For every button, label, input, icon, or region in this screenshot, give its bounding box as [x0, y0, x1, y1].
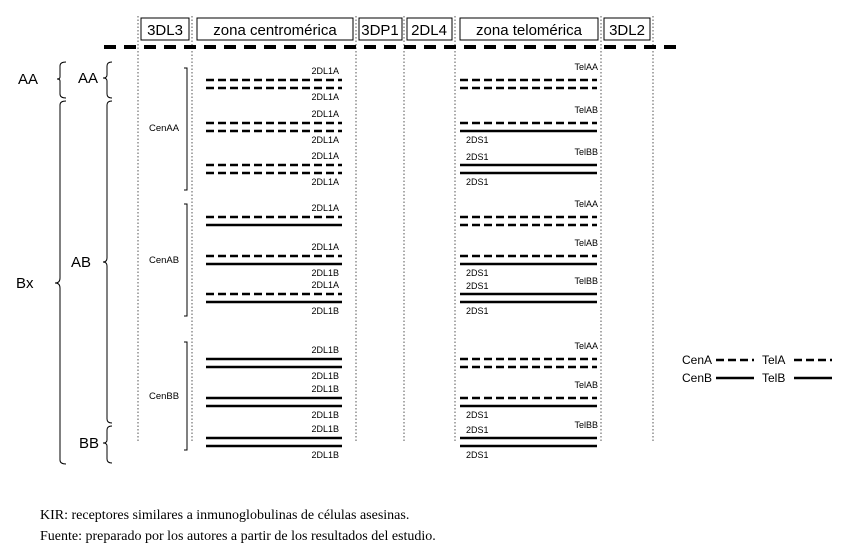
tel-row-top-label: TelAA [574, 341, 598, 351]
cen-row-bottom-label: 2DL1B [311, 410, 339, 420]
cen-row-bottom-label: 2DL1B [311, 450, 339, 460]
legend [682, 353, 832, 385]
tel-row [460, 341, 598, 367]
cen-label-cenbb: CenBB [149, 391, 180, 402]
tel-row [460, 62, 598, 88]
outer-label-aa: AA [18, 71, 39, 88]
cen-label-cenab: CenAB [149, 255, 180, 266]
tel-row-bottom-label: 2DS1 [466, 268, 489, 278]
cen-row [206, 280, 342, 316]
cen-row-bottom-label: 2DL1A [311, 92, 339, 102]
cen-row-bottom-label: 2DL1A [311, 135, 339, 145]
tel-row [460, 276, 598, 316]
legend-label-telb: TelB [762, 371, 786, 385]
cen-row-top-label: 2DL1A [311, 280, 339, 290]
tel-row-bottom-label: 2DS1 [466, 450, 489, 460]
bracket-outer-bx [55, 101, 66, 464]
legend-label-tela: TelA [762, 353, 786, 367]
tel-row-top-label: TelAB [574, 380, 598, 390]
bracket-inner-ab [103, 101, 112, 423]
header-3dl3-label: 3DL3 [147, 22, 183, 39]
tel-row [460, 238, 598, 278]
legend-label-cenb: CenB [682, 371, 713, 385]
cen-group-brackets [184, 68, 187, 450]
bracket-inner-aa [103, 62, 112, 98]
cen-row-top-label: 2DL1A [311, 151, 339, 161]
cen-row [206, 345, 342, 381]
tel-row-bottom-label: 2DS1 [466, 306, 489, 316]
centromeric-rows [206, 66, 342, 460]
header-3dl2 [604, 18, 650, 40]
tel-row-bottom-label: 2DS1 [466, 177, 489, 187]
bracket-cenab [184, 204, 187, 316]
cen-row [206, 109, 342, 145]
inner-label-bb: BB [79, 435, 100, 452]
cen-row-bottom-label: 2DL1A [311, 177, 339, 187]
header-3dl3 [141, 18, 189, 40]
header-zona-telomerica-label: zona telomérica [476, 22, 582, 39]
header-2dl4-label: 2DL4 [411, 22, 447, 39]
tel-row-top-label: TelBB [574, 147, 598, 157]
tel-row [460, 420, 598, 460]
outer-group-brackets [55, 62, 66, 464]
tel-row-top-label: TelBB [574, 276, 598, 286]
inner-label-aa: AA [78, 70, 99, 87]
cen-row-top-label: 2DL1B [311, 424, 339, 434]
telomeric-rows [460, 62, 598, 460]
bracket-cenbb [184, 342, 187, 450]
cen-row-top-label: 2DL1B [311, 384, 339, 394]
caption-abbreviation: KIR: receptores similares a inmunoglobulinas de células asesinas. [40, 508, 410, 523]
cen-row-bottom-label: 2DL1B [311, 371, 339, 381]
header-2dl4 [407, 18, 452, 40]
tel-row [460, 199, 598, 225]
bracket-inner-bb [103, 426, 112, 463]
inner-label-ab: AB [71, 254, 92, 271]
tel-row [460, 105, 598, 145]
inner-group-brackets [103, 62, 112, 463]
cen-row-top-label: 2DL1A [311, 66, 339, 76]
cen-row-bottom-label: 2DL1B [311, 306, 339, 316]
legend-label-cena: CenA [682, 353, 713, 367]
bracket-outer-aa [57, 62, 66, 98]
tel-row-top-label: TelAB [574, 238, 598, 248]
cen-row-top-label: 2DL1A [311, 109, 339, 119]
tel-row [460, 380, 598, 420]
tel-row-bottom-label: 2DS1 [466, 410, 489, 420]
bracket-cenaa [184, 68, 187, 190]
tel-row-top-label: TelAB [574, 105, 598, 115]
tel-row-top-left-label: 2DS1 [466, 425, 489, 435]
cen-row [206, 384, 342, 420]
tel-row-top-label: TelBB [574, 420, 598, 430]
cen-row [206, 151, 342, 187]
column-headers [141, 18, 650, 40]
header-3dl2-label: 3DL2 [609, 22, 645, 39]
tel-row [460, 147, 598, 187]
cen-row [206, 242, 342, 278]
header-3dp1 [359, 18, 402, 40]
caption-source: Fuente: preparado por los autores a partir de los resultados del estudio. [40, 529, 436, 544]
cen-row [206, 66, 342, 102]
cen-row-top-label: 2DL1A [311, 242, 339, 252]
tel-row-top-left-label: 2DS1 [466, 152, 489, 162]
cen-row-top-label: 2DL1A [311, 203, 339, 213]
tel-row-top-left-label: 2DS1 [466, 281, 489, 291]
header-3dp1-label: 3DP1 [361, 22, 399, 39]
tel-row-top-label: TelAA [574, 62, 598, 72]
cen-label-cenaa: CenAA [149, 123, 180, 134]
cen-row [206, 424, 342, 460]
header-zona-centromerica [197, 18, 353, 40]
header-zona-telomerica [460, 18, 598, 40]
tel-row-top-label: TelAA [574, 199, 598, 209]
outer-label-bx: Bx [16, 275, 34, 292]
tel-row-bottom-label: 2DS1 [466, 135, 489, 145]
header-zona-centromerica-label: zona centromérica [213, 22, 337, 39]
cen-row-top-label: 2DL1B [311, 345, 339, 355]
cen-row-bottom-label: 2DL1B [311, 268, 339, 278]
cen-row [206, 203, 342, 225]
